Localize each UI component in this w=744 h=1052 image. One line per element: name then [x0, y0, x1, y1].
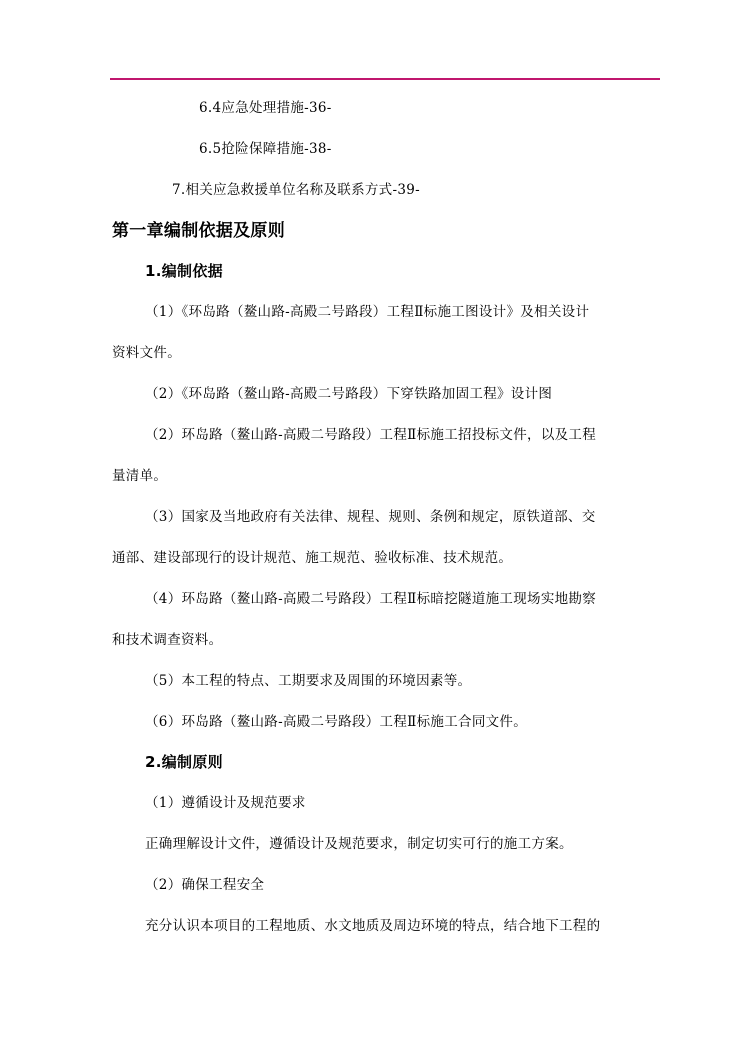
paragraph-line: 资料文件。	[112, 345, 181, 361]
paragraph-line: （5）本工程的特点、工期要求及周围的环境因素等。	[145, 673, 472, 689]
paragraph-line: 和技术调查资料。	[112, 632, 223, 648]
paragraph-line: （6）环岛路（鳌山路-高殿二号路段）工程Ⅱ标施工合同文件。	[145, 714, 528, 730]
header-rule	[110, 78, 660, 80]
paragraph-line: （2）环岛路（鳌山路-高殿二号路段）工程Ⅱ标施工招投标文件，以及工程	[145, 427, 597, 443]
paragraph-line: （2）《环岛路（鳌山路-高殿二号路段）下穿铁路加固工程》设计图	[145, 386, 553, 402]
paragraph-line: （4）环岛路（鳌山路-高殿二号路段）工程Ⅱ标暗挖隧道施工现场实地勘察	[145, 591, 597, 607]
toc-entry[interactable]: 7.相关应急救援单位名称及联系方式-39-	[172, 182, 420, 198]
paragraph-line: 量清单。	[112, 468, 168, 484]
chapter-title: 第一章编制依据及原则	[112, 221, 285, 241]
paragraph-line: （1）遵循设计及规范要求	[145, 795, 306, 811]
section-title: 1.编制依据	[145, 262, 223, 280]
toc-entry[interactable]: 6.4应急处理措施-36-	[199, 100, 332, 116]
paragraph-line: 通部、建设部现行的设计规范、施工规范、验收标准、技术规范。	[112, 550, 513, 566]
paragraph-line: （3）国家及当地政府有关法律、规程、规则、条例和规定，原铁道部、交	[145, 509, 596, 525]
paragraph-line: （1）《环岛路（鳌山路-高殿二号路段）工程Ⅱ标施工图设计》及相关设计	[145, 304, 590, 320]
section-title: 2.编制原则	[145, 753, 223, 771]
paragraph-line: 正确理解设计文件，遵循设计及规范要求，制定切实可行的施工方案。	[145, 836, 573, 852]
paragraph-line: 充分认识本项目的工程地质、水文地质及周边环境的特点，结合地下工程的	[145, 918, 601, 934]
toc-entry[interactable]: 6.5抢险保障措施-38-	[199, 141, 332, 157]
paragraph-line: （2）确保工程安全	[145, 877, 265, 893]
